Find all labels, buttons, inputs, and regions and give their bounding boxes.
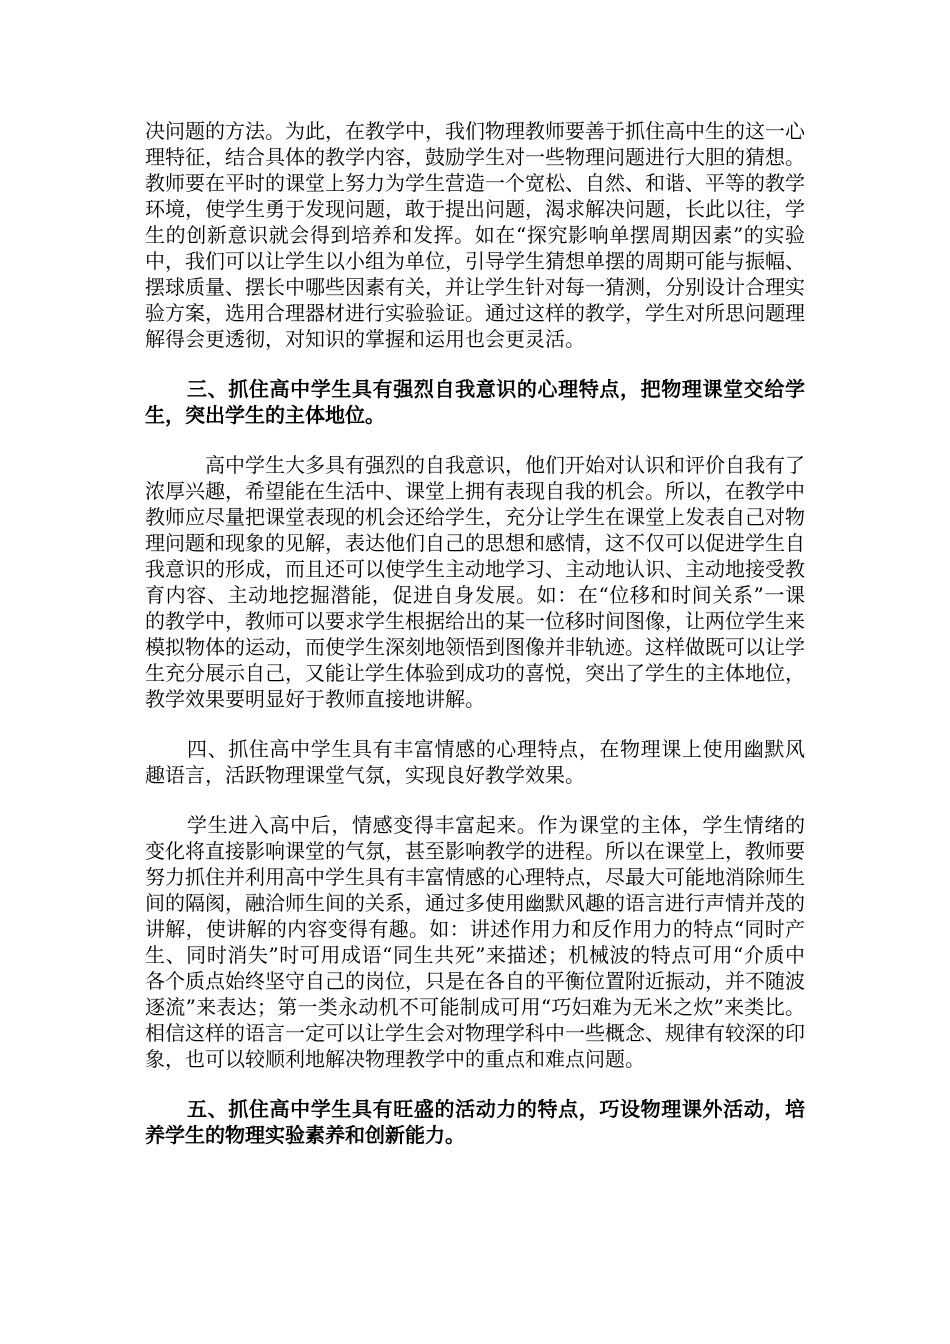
paragraph-section-4: 学生进入高中后，情感变得丰富起来。作为课堂的主体，学生情绪的变化将直接影响课堂的气氛，甚至影响教学的进程。所以在课堂上，教师要努力抓住并利用高中学生具有丰富情感的心理特点，尽最大可能地消除师生间的隔阂，融洽师生间的关系，通过多使用幽默风趣的语言进行声情并茂的讲解，使讲解的内容变得有趣。如：讲述作用力和反作用力的特点“同时产生、同时消失”时可用成语“同生共死”来描述；机械波的特点可用“介质中各个质点始终坚守自己的岗位，只是在各自的平衡位置附近振动，并不随波逐流”来表达；第一类永动机不可能制成可用“巧妇难为无米之炊”来类比。相信这样的语言一定可以让学生会对物理学科中一些概念、规律有较深的印象，也可以较顺利地解决物理教学中的重点和难点问题。 [145,813,805,1071]
section-heading-3: 三、抓住高中学生具有强烈自我意识的心理特点，把物理课堂交给学生，突出学生的主体地位。 [145,377,805,427]
section-heading-4: 四、抓住高中学生具有丰富情感的心理特点，在物理课上使用幽默风趣语言，活跃物理课堂气氛，实现良好教学效果。 [145,737,805,787]
document-page [145,118,805,1172]
paragraph-section-3: 高中学生大多具有强烈的自我意识，他们开始对认识和评价自我有了浓厚兴趣，希望能在生活中、课堂上拥有表现自我的机会。所以，在教学中教师应尽量把课堂表现的机会还给学生，充分让学生在课堂上发表自己对物理问题和现象的见解，表达他们自己的思想和感情，这不仅可以促进学生自我意识的形成，而且还可以使学生主动地学习、主动地认识、主动地接受教育内容、主动地挖掘潜能，促进自身发展。如：在“位移和时间关系”一课的教学中，教师可以要求学生根据给出的某一位移时间图像，让两位学生来模拟物体的运动，而使学生深刻地领悟到图像并非轨迹。这样做既可以让学生充分展示自己，又能让学生体验到成功的喜悦，突出了学生的主体地位，教学效果要明显好于教师直接地讲解。 [145,453,805,711]
paragraph-continuation: 决问题的方法。为此，在教学中，我们物理教师要善于抓住高中生的这一心理特征，结合具体的教学内容，鼓励学生对一些物理问题进行大胆的猜想。教师要在平时的课堂上努力为学生营造一个宽松、自然、和谐、平等的教学环境，使学生勇于发现问题，敢于提出问题，渴求解决问题，长此以往，学生的创新意识就会得到培养和发挥。如在“探究影响单摆周期因素”的实验中，我们可以让学生以小组为单位，引导学生猜想单摆的周期可能与振幅、摆球质量、摆长中哪些因素有关，并让学生针对每一猜测，分别设计合理实验方案，选用合理器材进行实验验证。通过这样的教学，学生对所思问题理解得会更透彻，对知识的掌握和运用也会更灵活。 [145,119,805,351]
section-heading-5: 五、抓住高中学生具有旺盛的活动力的特点，巧设物理课外活动，培养学生的物理实验素养和创新能力。 [145,1097,805,1147]
